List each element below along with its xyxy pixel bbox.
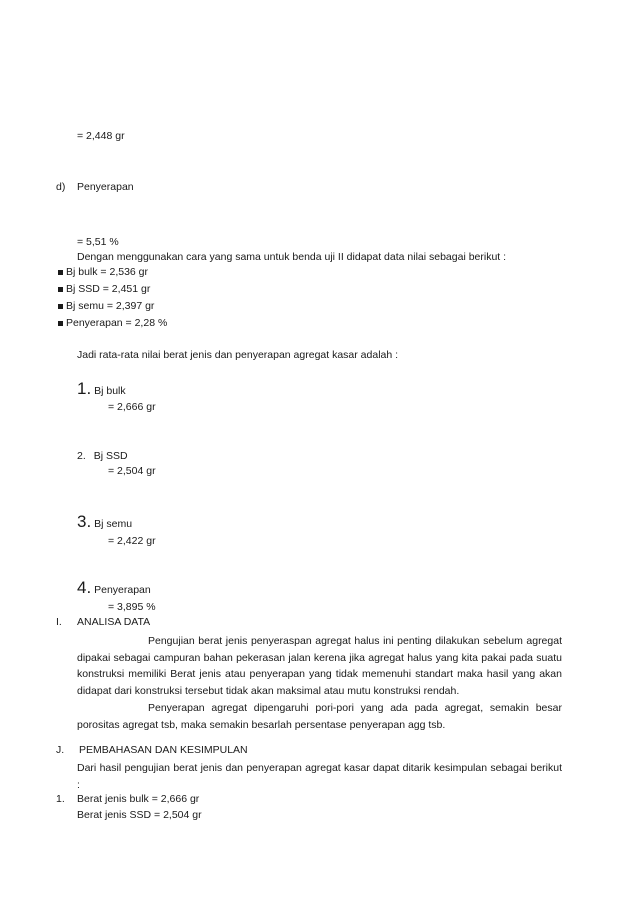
conclusion-item: Berat jenis bulk = 2,666 gr	[77, 793, 200, 805]
list-marker: d)	[56, 181, 66, 193]
average-value: = 2,666 gr	[108, 401, 156, 413]
list-marker: 1.	[56, 793, 65, 805]
average-label: Bj SSD	[93, 450, 128, 462]
paragraph: Dari hasil pengujian berat jenis dan penyerapan agregat kasar dapat ditarik kesimpulan sebagai berikut :	[77, 762, 562, 791]
conclusion-item: Berat jenis SSD = 2,504 gr	[77, 809, 202, 821]
average-item	[77, 578, 151, 597]
section-marker: J.	[56, 744, 65, 756]
list-item: Penyerapan = 2,28 %	[66, 317, 168, 329]
average-label: Bj semu	[94, 518, 133, 530]
bullet-icon	[58, 287, 63, 292]
paragraph: Penyerapan agregat dipengaruhi pori-pori yang ada pada agregat, semakin besar porositas agregat tsb, maka semakin besarlah persentase penyerapan agg tsb.	[77, 702, 562, 731]
intro-text: Dengan menggunakan cara yang sama untuk benda uji II didapat data nilai sebagai berikut :	[77, 251, 507, 263]
bullet-icon	[58, 270, 63, 275]
subsection-label: Penyerapan	[77, 181, 134, 193]
average-value: = 2,504 gr	[108, 465, 156, 477]
average-value: = 2,422 gr	[108, 535, 156, 547]
average-number: 4.	[77, 578, 92, 597]
list-item: Bj bulk = 2,536 gr	[66, 266, 149, 278]
result-line: = 5,51 %	[77, 236, 119, 248]
section-title: ANALISA DATA	[77, 616, 151, 628]
average-label: Penyerapan	[94, 584, 151, 596]
bullet-icon	[58, 304, 63, 309]
average-item	[77, 379, 126, 398]
section-marker: I.	[56, 616, 62, 628]
list-item: Bj SSD = 2,451 gr	[66, 283, 151, 295]
result-line: = 2,448 gr	[77, 130, 125, 142]
average-number: 1.	[77, 379, 92, 398]
average-item	[77, 512, 133, 531]
paragraph: Pengujian berat jenis penyeraspan agregat halus ini penting dilakukan sebelum agregat dipakai sebagai campuran bahan pekerasan jalan kerena jika agregat halus yang kita pakai pada suatu konstruksi memiliki Berat jenis atau penyerapan yang tidak memenuhi standart maka hasil yang akan didapat dari konstruksi tersebut tidak akan maksimal atau mutu konstruksi rendah.	[77, 635, 562, 697]
average-value: = 3,895 %	[108, 601, 156, 613]
list-item: Bj semu = 2,397 gr	[66, 300, 155, 312]
bullet-icon	[58, 321, 63, 326]
average-number: 3.	[77, 512, 92, 531]
average-intro: Jadi rata-rata nilai berat jenis dan penyerapan agregat kasar adalah :	[77, 349, 399, 361]
average-number: 2.	[77, 450, 86, 462]
average-label: Bj bulk	[94, 385, 126, 397]
average-item	[77, 450, 128, 463]
section-title: PEMBAHASAN DAN KESIMPULAN	[79, 744, 248, 756]
